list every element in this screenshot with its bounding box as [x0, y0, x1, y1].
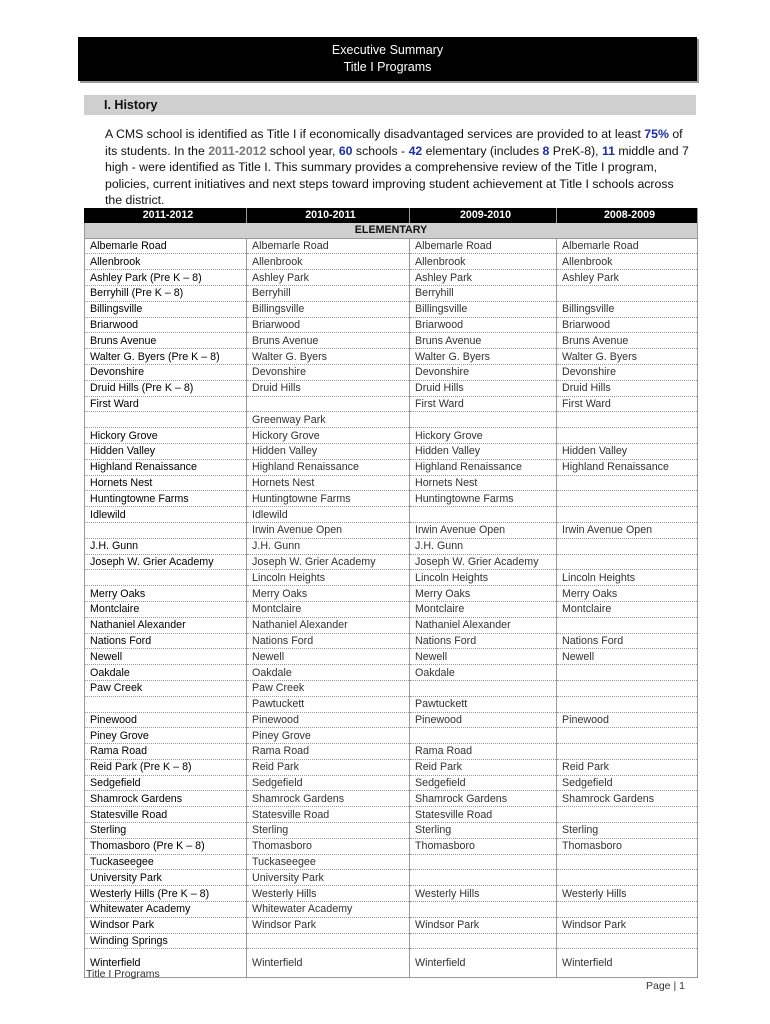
table-row [85, 538, 698, 554]
table-cell: Pinewood [85, 712, 247, 728]
table-cell: Albemarle Road [85, 238, 247, 254]
table-cell [410, 902, 557, 918]
table-row [85, 680, 698, 696]
table-cell: Reid Park [557, 759, 698, 775]
table-cell: Piney Grove [247, 728, 410, 744]
table-row [85, 507, 698, 523]
table-row [85, 270, 698, 286]
table-cell [410, 412, 557, 428]
table-cell [557, 680, 698, 696]
table-cell [410, 680, 557, 696]
elementary-band-label: ELEMENTARY [85, 223, 698, 238]
intro-middle-count: 11 [602, 143, 616, 158]
table-cell: Ashley Park [557, 270, 698, 286]
intro-text: school year, [266, 143, 339, 158]
table-cell: Joseph W. Grier Academy [85, 554, 247, 570]
table-row [85, 933, 698, 949]
table-cell: Lincoln Heights [557, 570, 698, 586]
table-cell: Oakdale [410, 665, 557, 681]
table-cell: Bruns Avenue [410, 333, 557, 349]
table-row [85, 570, 698, 586]
table-cell [410, 728, 557, 744]
table-cell: Briarwood [557, 317, 698, 333]
table-cell: Tuckaseegee [85, 854, 247, 870]
elementary-band-row [85, 223, 698, 238]
column-header-2010-2011: 2010-2011 [247, 208, 410, 223]
table-cell: Reid Park [410, 759, 557, 775]
table-row [85, 522, 698, 538]
table-cell: Merry Oaks [410, 586, 557, 602]
table-cell [557, 491, 698, 507]
table-cell [557, 475, 698, 491]
table-cell [85, 522, 247, 538]
table-cell: Merry Oaks [247, 586, 410, 602]
table-cell: Statesville Road [410, 807, 557, 823]
table-cell: Montclaire [85, 601, 247, 617]
table-cell [247, 933, 410, 949]
table-cell: Hidden Valley [85, 443, 247, 459]
table-cell [557, 807, 698, 823]
table-cell: Thomasboro (Pre K – 8) [85, 838, 247, 854]
table-cell [557, 285, 698, 301]
title-one-schools-table [84, 208, 698, 978]
table-row [85, 712, 698, 728]
table-cell: Whitewater Academy [247, 902, 410, 918]
table-cell [557, 428, 698, 444]
table-cell: Devonshire [247, 364, 410, 380]
table-cell: First Ward [410, 396, 557, 412]
table-cell: Montclaire [410, 601, 557, 617]
table-cell: Devonshire [410, 364, 557, 380]
table-header-row [85, 208, 698, 223]
table-row [85, 696, 698, 712]
table-cell: Billingsville [410, 301, 557, 317]
table-cell: Westerly Hills [410, 886, 557, 902]
table-row [85, 649, 698, 665]
table-cell: Hidden Valley [410, 443, 557, 459]
table-cell: Walter G. Byers [247, 349, 410, 365]
table-cell: Hickory Grove [85, 428, 247, 444]
table-row [85, 886, 698, 902]
intro-school-year: 2011-2012 [208, 143, 267, 158]
table-row [85, 349, 698, 365]
table-row [85, 317, 698, 333]
table-cell: Thomasboro [410, 838, 557, 854]
table-cell: Nations Ford [85, 633, 247, 649]
table-cell: Thomasboro [247, 838, 410, 854]
table-row [85, 586, 698, 602]
table-cell: Allenbrook [85, 254, 247, 270]
table-cell: University Park [247, 870, 410, 886]
table-row [85, 870, 698, 886]
table-cell: Piney Grove [85, 728, 247, 744]
table-cell [410, 933, 557, 949]
table-cell: Sterling [557, 823, 698, 839]
table-cell: Newell [557, 649, 698, 665]
title-banner [78, 37, 697, 81]
table-cell: Hornets Nest [410, 475, 557, 491]
table-row [85, 665, 698, 681]
table-row [85, 917, 698, 933]
table-cell: Montclaire [557, 601, 698, 617]
table-cell: Walter G. Byers (Pre K – 8) [85, 349, 247, 365]
table-cell: Tuckaseegee [247, 854, 410, 870]
table-cell: Shamrock Gardens [557, 791, 698, 807]
table-cell: Lincoln Heights [247, 570, 410, 586]
table-cell: Billingsville [247, 301, 410, 317]
table-cell: First Ward [85, 396, 247, 412]
table-cell: University Park [85, 870, 247, 886]
table-body [85, 223, 698, 978]
table-cell: Pawtuckett [247, 696, 410, 712]
table-cell: Hickory Grove [247, 428, 410, 444]
table-row [85, 902, 698, 918]
table-cell [247, 396, 410, 412]
table-cell: Berryhill [247, 285, 410, 301]
table-cell: Ashley Park (Pre K – 8) [85, 270, 247, 286]
title-line-2: Title I Programs [343, 60, 432, 74]
table-cell: Lincoln Heights [410, 570, 557, 586]
table-cell: Devonshire [85, 364, 247, 380]
table-row [85, 333, 698, 349]
table-cell: Billingsville [557, 301, 698, 317]
table-cell: Winterfield [410, 949, 557, 978]
table-row [85, 838, 698, 854]
intro-paragraph [105, 126, 690, 209]
table-cell: Newell [85, 649, 247, 665]
table-row [85, 854, 698, 870]
intro-text: of its students. In the [105, 127, 683, 158]
table-cell: Allenbrook [247, 254, 410, 270]
table-cell: Irwin Avenue Open [247, 522, 410, 538]
table-row [85, 238, 698, 254]
table-cell: Walter G. Byers [557, 349, 698, 365]
table-cell [557, 696, 698, 712]
table-row [85, 475, 698, 491]
table-cell: Westerly Hills [247, 886, 410, 902]
table-cell: Briarwood [85, 317, 247, 333]
table-cell: Windsor Park [410, 917, 557, 933]
table-cell: Reid Park [247, 759, 410, 775]
table-cell [557, 902, 698, 918]
table-cell: Nations Ford [410, 633, 557, 649]
table-cell: Windsor Park [247, 917, 410, 933]
table-cell: Sedgefield [410, 775, 557, 791]
table-cell: Bruns Avenue [85, 333, 247, 349]
table-cell [557, 412, 698, 428]
table-cell: Rama Road [247, 744, 410, 760]
table-cell: Winding Springs [85, 933, 247, 949]
table-cell: Bruns Avenue [247, 333, 410, 349]
table-cell: Nathaniel Alexander [410, 617, 557, 633]
table-row [85, 807, 698, 823]
table-cell: J.H. Gunn [410, 538, 557, 554]
table-cell: Huntingtowne Farms [410, 491, 557, 507]
table-cell: Huntingtowne Farms [247, 491, 410, 507]
table-cell: Pinewood [247, 712, 410, 728]
table-cell: J.H. Gunn [247, 538, 410, 554]
table-cell [410, 507, 557, 523]
table-cell: Shamrock Gardens [247, 791, 410, 807]
table-cell [557, 854, 698, 870]
table-cell: Devonshire [557, 364, 698, 380]
table-cell [557, 933, 698, 949]
intro-percent: 75% [644, 127, 669, 141]
table-row [85, 428, 698, 444]
table-cell: Statesville Road [85, 807, 247, 823]
table-cell: Idlewild [85, 507, 247, 523]
table-cell: Sterling [410, 823, 557, 839]
table-cell: Briarwood [410, 317, 557, 333]
table-cell: Druid Hills [557, 380, 698, 396]
table-cell [557, 507, 698, 523]
table-cell [85, 412, 247, 428]
table-cell [85, 570, 247, 586]
table-cell: Joseph W. Grier Academy [410, 554, 557, 570]
table-cell [557, 870, 698, 886]
table-cell [557, 538, 698, 554]
table-cell [557, 665, 698, 681]
table-cell: Albemarle Road [410, 238, 557, 254]
table-cell: Statesville Road [247, 807, 410, 823]
table-cell: Sedgefield [85, 775, 247, 791]
table-cell: Nations Ford [247, 633, 410, 649]
table-row [85, 491, 698, 507]
table-row [85, 744, 698, 760]
intro-elementary-count: 42 [408, 143, 423, 158]
table-cell: Westerly Hills [557, 886, 698, 902]
table-cell: Pinewood [410, 712, 557, 728]
table-cell: Briarwood [247, 317, 410, 333]
table-row [85, 949, 698, 978]
table-cell: Hickory Grove [410, 428, 557, 444]
table-cell: Allenbrook [557, 254, 698, 270]
column-header-2011-2012: 2011-2012 [85, 208, 247, 223]
intro-text: elementary (includes [422, 143, 543, 158]
table-cell: Oakdale [247, 665, 410, 681]
table-cell: Bruns Avenue [557, 333, 698, 349]
intro-text: middle and 7 high - were identified as Title I. This summary provides a comprehensive review of the Title I program, policies, current initiatives and next steps toward improving student achievement at Title I schools across the district. [105, 143, 689, 207]
table-cell: Whitewater Academy [85, 902, 247, 918]
table-cell: Winterfield [557, 949, 698, 978]
table-cell: Thomasboro [557, 838, 698, 854]
table-cell: Huntingtowne Farms [85, 491, 247, 507]
table-cell: Nathaniel Alexander [247, 617, 410, 633]
table-cell: Highland Renaissance [410, 459, 557, 475]
table-cell: Montclaire [247, 601, 410, 617]
table-cell: Paw Creek [247, 680, 410, 696]
table-cell: Irwin Avenue Open [557, 522, 698, 538]
table-cell: Druid Hills [247, 380, 410, 396]
table-row [85, 459, 698, 475]
intro-text: schools - [352, 143, 409, 158]
table-row [85, 775, 698, 791]
table-cell: Irwin Avenue Open [410, 522, 557, 538]
table-cell: Berryhill [410, 285, 557, 301]
intro-text: A CMS school is identified as Title I if economically disadvantaged services are provided to at least [105, 127, 645, 141]
table-cell: First Ward [557, 396, 698, 412]
table-cell: Newell [410, 649, 557, 665]
table-cell [557, 728, 698, 744]
table-cell: Nathaniel Alexander [85, 617, 247, 633]
table-row [85, 412, 698, 428]
table-cell: Druid Hills (Pre K – 8) [85, 380, 247, 396]
table-cell: Sedgefield [557, 775, 698, 791]
table-row [85, 254, 698, 270]
table-cell: Nations Ford [557, 633, 698, 649]
table-row [85, 791, 698, 807]
table-cell: Newell [247, 649, 410, 665]
table-row [85, 617, 698, 633]
table-cell: Berryhill (Pre K – 8) [85, 285, 247, 301]
table-cell: Hidden Valley [557, 443, 698, 459]
table-cell: Rama Road [85, 744, 247, 760]
table-cell: Highland Renaissance [247, 459, 410, 475]
intro-school-count: 60 [338, 143, 353, 158]
column-header-2008-2009: 2008-2009 [557, 208, 698, 223]
table-row [85, 728, 698, 744]
table-row [85, 823, 698, 839]
table-cell: Sedgefield [247, 775, 410, 791]
table-cell [557, 744, 698, 760]
table-cell: Idlewild [247, 507, 410, 523]
table-cell: Shamrock Gardens [85, 791, 247, 807]
table-cell: Albemarle Road [247, 238, 410, 254]
table-cell [410, 854, 557, 870]
table-cell: Pinewood [557, 712, 698, 728]
intro-prek-count: 8 [542, 143, 550, 158]
table-row [85, 554, 698, 570]
table-cell: Joseph W. Grier Academy [247, 554, 410, 570]
table-cell: Reid Park (Pre K – 8) [85, 759, 247, 775]
table-cell: Highland Renaissance [557, 459, 698, 475]
table-cell: Windsor Park [85, 917, 247, 933]
table-row [85, 443, 698, 459]
table-cell: Winterfield [85, 949, 247, 978]
table-cell: Highland Renaissance [85, 459, 247, 475]
table-cell: Hornets Nest [85, 475, 247, 491]
table-cell: Sterling [85, 823, 247, 839]
table-row [85, 759, 698, 775]
section-heading: I. History [84, 95, 696, 115]
column-header-2009-2010: 2009-2010 [410, 208, 557, 223]
table-cell: Rama Road [410, 744, 557, 760]
page-number: Page | 1 [646, 980, 685, 992]
table-row [85, 301, 698, 317]
table-cell: Ashley Park [247, 270, 410, 286]
table-cell: Hidden Valley [247, 443, 410, 459]
table-cell [410, 870, 557, 886]
table-row [85, 364, 698, 380]
title-line-1: Executive Summary [331, 43, 444, 57]
table-cell: Albemarle Road [557, 238, 698, 254]
table-cell: Greenway Park [247, 412, 410, 428]
table-cell: Windsor Park [557, 917, 698, 933]
table-cell: Allenbrook [410, 254, 557, 270]
table-cell: Pawtuckett [410, 696, 557, 712]
footer-title: Title I Programs [86, 968, 160, 980]
table-cell: Paw Creek [85, 680, 247, 696]
table-cell: Shamrock Gardens [410, 791, 557, 807]
table-cell: Winterfield [247, 949, 410, 978]
intro-text: PreK-8), [549, 143, 603, 158]
table-cell: Oakdale [85, 665, 247, 681]
table-cell [557, 617, 698, 633]
table-row [85, 396, 698, 412]
table-cell: Billingsville [85, 301, 247, 317]
table-row [85, 633, 698, 649]
table-cell: Sterling [247, 823, 410, 839]
table-cell: Walter G. Byers [410, 349, 557, 365]
table-cell: Ashley Park [410, 270, 557, 286]
table-cell: Merry Oaks [557, 586, 698, 602]
table-row [85, 380, 698, 396]
table-cell: Hornets Nest [247, 475, 410, 491]
table-cell: Druid Hills [410, 380, 557, 396]
table-row [85, 285, 698, 301]
table-cell: Merry Oaks [85, 586, 247, 602]
table-cell: J.H. Gunn [85, 538, 247, 554]
table-cell: Westerly Hills (Pre K – 8) [85, 886, 247, 902]
table-cell [85, 696, 247, 712]
table-cell [557, 554, 698, 570]
table-row [85, 601, 698, 617]
